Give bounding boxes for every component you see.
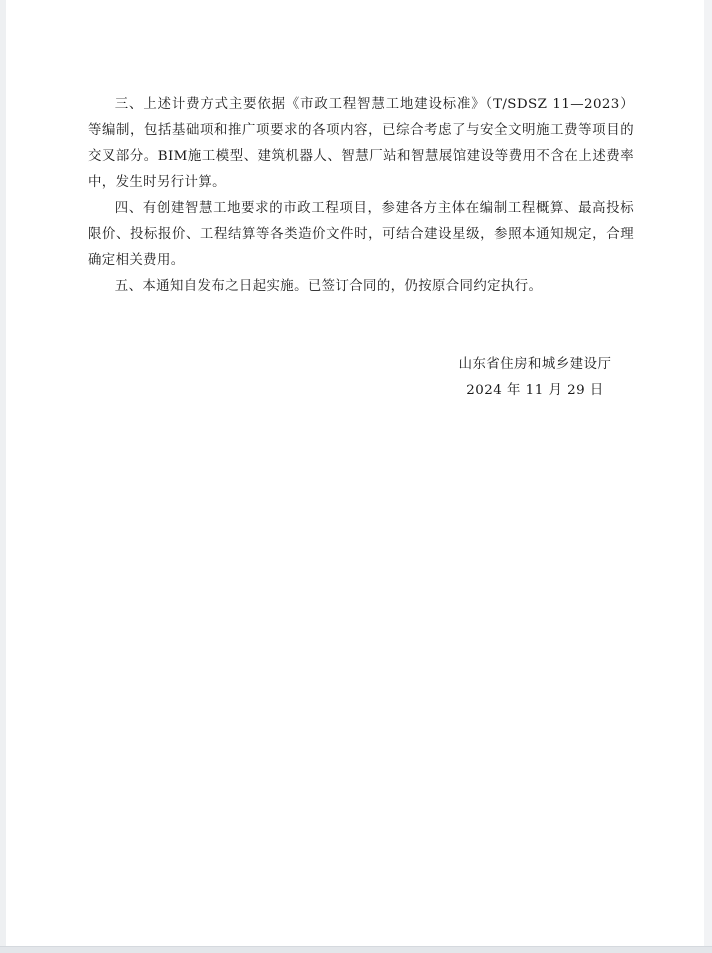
page-bottom-edge (0, 946, 712, 953)
paragraph-3: 三、上述计费方式主要依据《市政工程智慧工地建设标准》（T/SDSZ 11—2023）等编制，包括基础项和推广项要求的各项内容，已综合考虑了与安全文明施工费等项目的交叉部分。BIM施工模型、建筑机器人、智慧厂站和智慧展馆建设等费用不含在上述费率中，发生时另行计算。 (88, 97, 634, 190)
paragraph-5: 五、本通知自发布之日起实施。已签订合同的，仍按原合同约定执行。 (114, 279, 543, 294)
issuer-name: 山东省住房和城乡建设厅 (458, 357, 612, 372)
paragraph-4: 四、有创建智慧工地要求的市政工程项目，参建各方主体在编制工程概算、最高投标限价、投标报价、工程结算等各类造价文件时，可结合建设星级，参照本通知规定，合理确定相关费用。 (88, 201, 634, 268)
issue-date: 2024 年 11 月 29 日 (466, 383, 604, 398)
signature-block (440, 352, 630, 404)
document-body (88, 92, 634, 300)
viewer-margin (704, 0, 712, 946)
